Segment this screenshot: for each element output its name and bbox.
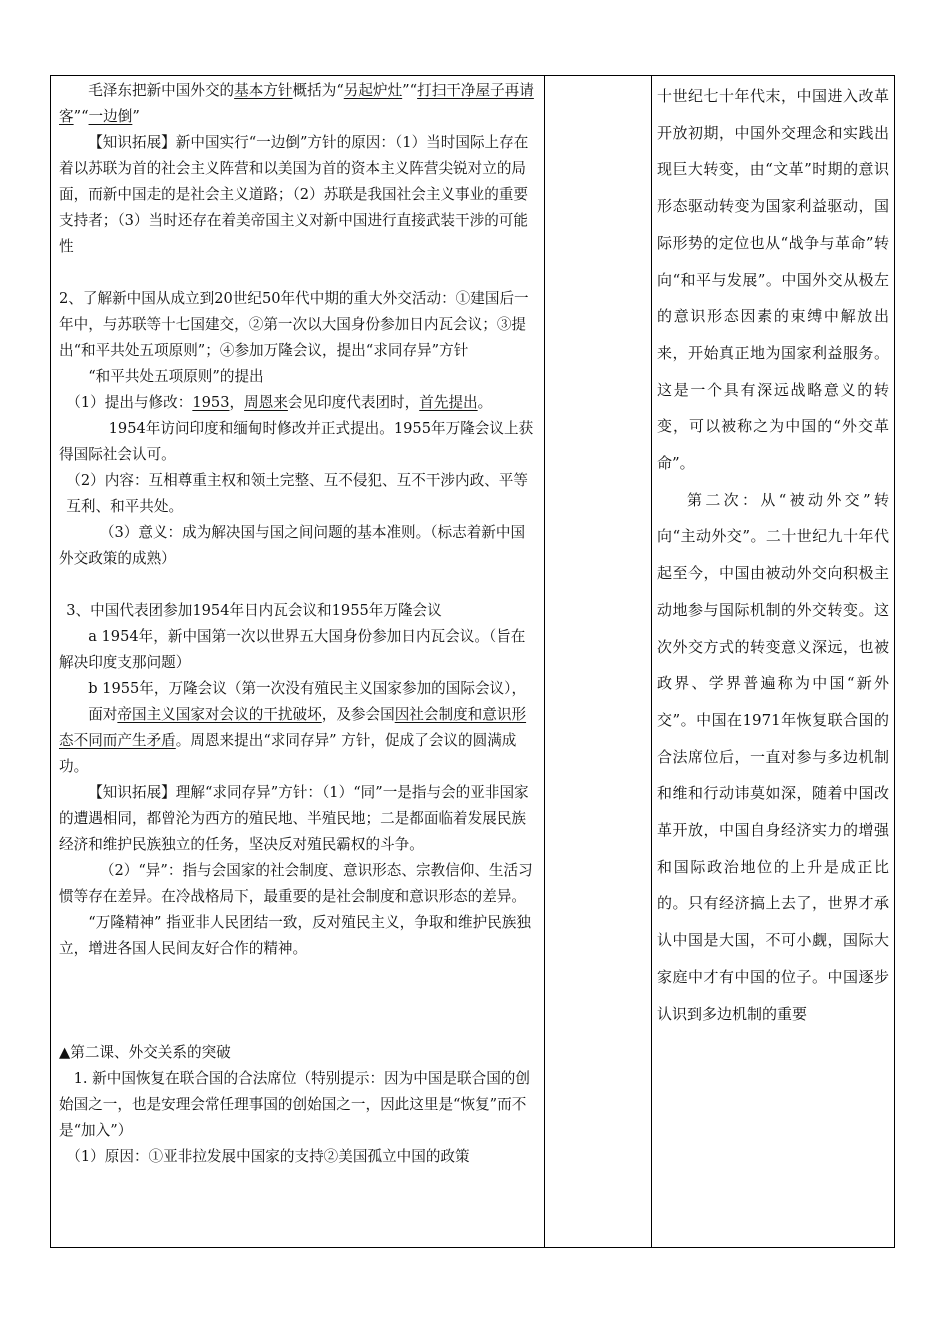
paragraph: （1）提出与修改：1953，周恩来会见印度代表团时，首先提出。 — [66, 394, 493, 411]
paragraph: a 1954年，新中国第一次以世界五大国身份参加日内瓦会议。（旨在解决印度支那问题） — [59, 628, 526, 671]
paragraph: （2）内容：互相尊重主权和领土完整、互不侵犯、互不干涉内政、平等互利、和平共处。 — [66, 472, 528, 515]
paragraph: b 1955年，万隆会议（第一次没有殖民主义国家参加的国际会议）， — [88, 680, 527, 697]
side-paragraph: 十世纪七十年代末，中国进入改革开放初期，中国外交理念和实践出现巨大转变，由“文革”时期的意识形态驱动转变为国家利益驱动，国际形势的定位也从“战争与革命”转向“和平与发展”。中国外交从极左的意识形态因素的束缚中解放出来，开始真正地为国家利益服务。这是一个具有深远战略意义的转变，可以被称之为中国的“外交革命”。 — [657, 87, 889, 473]
main-column — [59, 78, 537, 1170]
knowledge-extension: 【知识拓展】新中国实行“一边倒”方针的原因：（1）当时国际上存在着以苏联为首的社会主义阵营和以美国为首的资本主义阵营尖锐对立的局面，而新中国走的是社会主义道路；（2）苏联是我国社会主义事业的重要支持者；（3）当时还存在着美帝国主义对新中国进行直接武装干涉的可能性 — [59, 134, 529, 255]
column-divider — [544, 76, 545, 1247]
paragraph: “万隆精神” 指亚非人民团结一致，反对殖民主义，争取和维护民族独立，增进各国人民间友好合作的精神。 — [59, 914, 531, 957]
section-heading: 3、中国代表团参加1954年日内瓦会议和1955年万隆会议 — [66, 602, 442, 619]
paragraph: 毛泽东把新中国外交的基本方针概括为“另起炉灶”“打扫干净屋子再请客”“一边倒” — [59, 82, 534, 125]
knowledge-extension: 【知识拓展】理解“求同存异”方针：（1）“同”一是指与会的亚非国家的遭遇相同，都曾沦为西方的殖民地、半殖民地；二是都面临着发展民族经济和维护民族独立的任务，坚决反对殖民霸权的斗争。 — [59, 784, 529, 853]
content-table — [50, 75, 895, 1248]
paragraph: 1954年访问印度和缅甸时修改并正式提出。1955年万隆会议上获得国际社会认可。 — [59, 420, 534, 463]
paragraph: （3）意义：成为解决国与国之间问题的基本准则。（标志着新中国外交政策的成熟） — [59, 524, 526, 567]
side-column — [657, 78, 889, 1032]
paragraph: 面对帝国主义国家对会议的干扰破坏，及参会国因社会制度和意识形态不同而产生矛盾。周恩来提出“求同存异” 方针，促成了会议的圆满成功。 — [59, 706, 527, 775]
section-heading: 2、了解新中国从成立到20世纪50年代中期的重大外交活动：①建国后一年中，与苏联等十七国建交，②第一次以大国身份参加日内瓦会议；③提出“和平共处五项原则”；④参加万隆会议，提出“求同存异”方针 — [59, 290, 529, 359]
paragraph: （1）原因：①亚非拉发展中国家的支持②美国孤立中国的政策 — [66, 1148, 470, 1165]
paragraph: 1. 新中国恢复在联合国的合法席位（特别提示：因为中国是联合国的创始国之一，也是安理会常任理事国的创始国之一，因此这里是“恢复”而不是“加入”） — [59, 1070, 530, 1139]
side-paragraph: 第二次：从“被动外交”转向“主动外交”。二十世纪九十年代起至今，中国由被动外交向积极主动地参与国际机制的外交转变。这次外交方式的转变意义深远，也被政界、学界普遍称为中国“新外交”。中国在1971年恢复联合国的合法席位后，一直对参与多边机制和维和行动讳莫如深，随着中国改革开放，中国自身经济实力的增强和国际政治地位的上升是成正比的。只有经济搞上去了，世界才承认中国是大国，不可小觑，国际大家庭中才有中国的位子。中国逐步认识到多边机制的重要 — [657, 490, 889, 1023]
paragraph: （2）“异”：指与会国家的社会制度、意识形态、宗教信仰、生活习惯等存在差异。在冷战格局下，最重要的是社会制度和意识形态的差异。 — [59, 862, 533, 905]
column-divider — [651, 76, 652, 1247]
subheading: “和平共处五项原则”的提出 — [88, 368, 264, 385]
lesson-heading: ▲第二课、外交关系的突破 — [59, 1044, 231, 1061]
